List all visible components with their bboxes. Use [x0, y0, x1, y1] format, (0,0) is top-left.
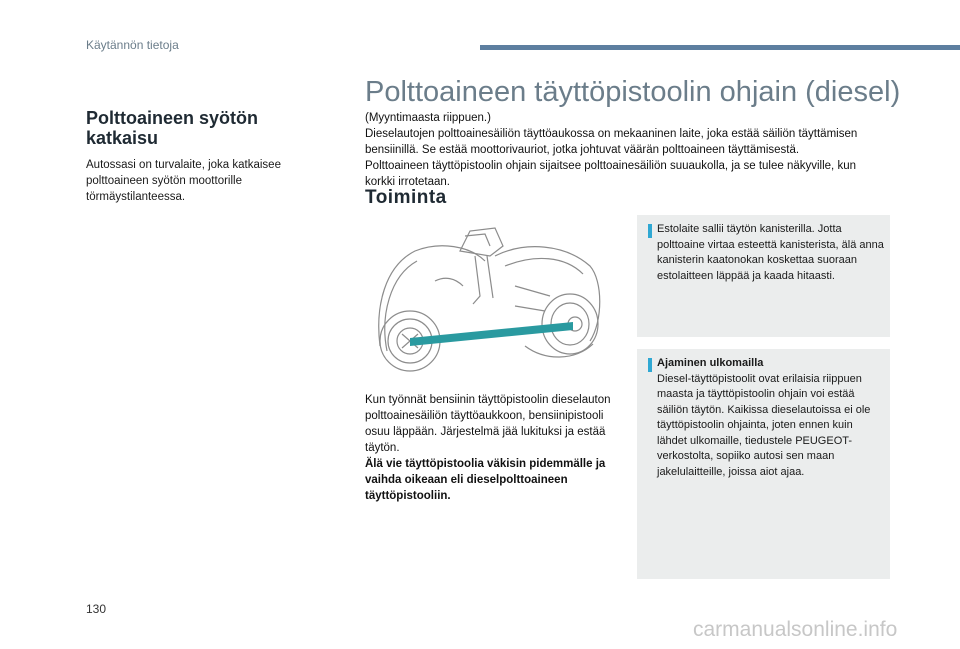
info-bar-icon — [648, 224, 652, 238]
page-title: Polttoaineen täyttöpistoolin ohjain (diesel) — [365, 76, 901, 108]
left-section-body: Autossasi on turvalaite, joka katkaisee polttoaineen syötön moottorille törmäystilanteessa. — [86, 159, 281, 203]
intro-line-availability: (Myyntimaasta riippuen.) — [365, 112, 491, 124]
fuel-filler-illustration — [375, 226, 605, 376]
watermark: carmanualsonline.info — [693, 618, 898, 641]
page-number: 130 — [86, 602, 107, 616]
intro-text — [365, 110, 885, 190]
info-box-canister — [637, 215, 890, 337]
info-box-text: Estolaite sallii täytön kanisterilla. Jotta polttoaine virtaa esteettä kanisterista, älä anna kanisterin kaatonokan koskettaa suoraan estolaitteen läppää ja kaada hitaasti. — [657, 223, 884, 282]
intro-line-description: Dieselautojen polttoainesäiliön täyttöaukossa on mekaaninen laite, joka estää säiliön täyttämisen bensiinillä. Se estää moottorivauriot, jotka johtuvat väärän polttoaineen täyttämisestä. — [365, 128, 858, 156]
operation-text — [365, 392, 625, 504]
operation-warning: Älä vie täyttöpistoolia väkisin pidemmälle ja vaihda oikeaan eli dieselpolttoaineen täyttöpistooliin. — [365, 458, 606, 502]
left-section-title: Polttoaineen syötön katkaisu — [86, 108, 259, 148]
info-box-abroad — [637, 349, 890, 579]
intro-line-location: Polttoaineen täyttöpistoolin ohjain sijaitsee polttoainesäiliön suuaukolla, ja se tulee näkyville, kun korkki irrotetaan. — [365, 160, 856, 188]
operation-description: Kun työnnät bensiinin täyttöpistoolin dieselauton polttoainesäiliön täyttöaukkoon, bensiinipistooli osuu läppään. Järjestelmä jää lukituksi ja estää täytön. — [365, 394, 611, 454]
section-header: Käytännön tietoja — [86, 38, 179, 52]
info-bar-icon — [648, 358, 652, 372]
section-subtitle: Toiminta — [365, 187, 447, 208]
info-box-text: Diesel-täyttöpistoolit ovat erilaisia riippuen maasta ja täyttöpistoolin ohjain voi estää säiliön täytön. Kaikissa dieselautoissa ei ole täyttöpistoolin ohjainta, joten ennen kuin lähdet ulkomaille, tiedustele PEUGEOT-verkostolta, sopiiko autosi sen maan jakelulaitteille, joissa aiot ajaa. — [657, 372, 871, 478]
info-box-heading: Ajaminen ulkomailla — [657, 357, 764, 369]
header-bar — [480, 45, 960, 50]
